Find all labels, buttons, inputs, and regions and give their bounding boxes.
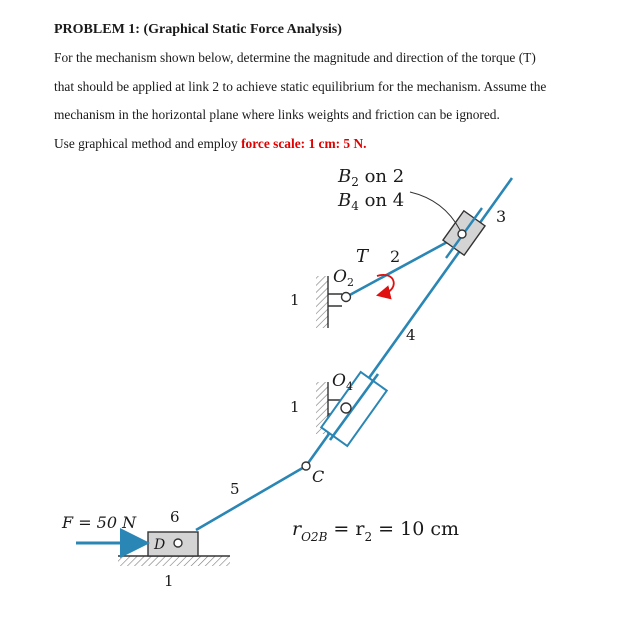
label-link-3: 3 [496, 207, 507, 226]
force-scale: force scale: 1 cm: 5 N. [241, 135, 367, 151]
problem-line-1: For the mechanism shown below, determine the magnitude and direction of the torque (T) [54, 50, 536, 65]
label-torque: T [356, 246, 369, 267]
b-label-leader [410, 192, 460, 230]
label-link-4: 4 [406, 326, 416, 344]
label-o4: $O_4$ [332, 371, 353, 393]
problem-title: PROBLEM 1: (Graphical Static Force Analysis) [54, 22, 342, 37]
label-link-2: 2 [390, 247, 401, 266]
label-c: C [312, 467, 325, 486]
ground-slider-base [118, 556, 230, 566]
label-ground-middle: 1 [290, 398, 300, 416]
pin-o2 [342, 293, 351, 302]
pin-c [302, 462, 310, 470]
label-b2-on-2: $B_2$ on 2 [338, 166, 405, 189]
link-5 [196, 466, 306, 530]
pin-b [458, 230, 466, 238]
label-ground-upper: 1 [290, 291, 300, 309]
pin-o4 [341, 403, 351, 413]
label-link-6: 6 [170, 508, 180, 526]
label-d: D [154, 537, 166, 553]
problem-line-2: that should be applied at link 2 to achieve static equilibrium for the mechanism. Assume the [54, 78, 547, 94]
radius-equation: $r_{O2B} = r_2 = 10$ cm [292, 518, 459, 544]
problem-line-3: mechanism in the horizontal plane where links weights and friction can be ignored. [54, 107, 500, 122]
label-b4-on-4: $B_4$ on 4 [338, 190, 405, 213]
label-link-5: 5 [230, 480, 240, 498]
label-ground-lower: 1 [164, 572, 174, 590]
pin-d [174, 539, 182, 547]
label-force: F = 50 N [62, 513, 137, 532]
label-o2: $O_2$ [333, 267, 354, 289]
scale-instruction: Use graphical method and employ [54, 135, 238, 151]
